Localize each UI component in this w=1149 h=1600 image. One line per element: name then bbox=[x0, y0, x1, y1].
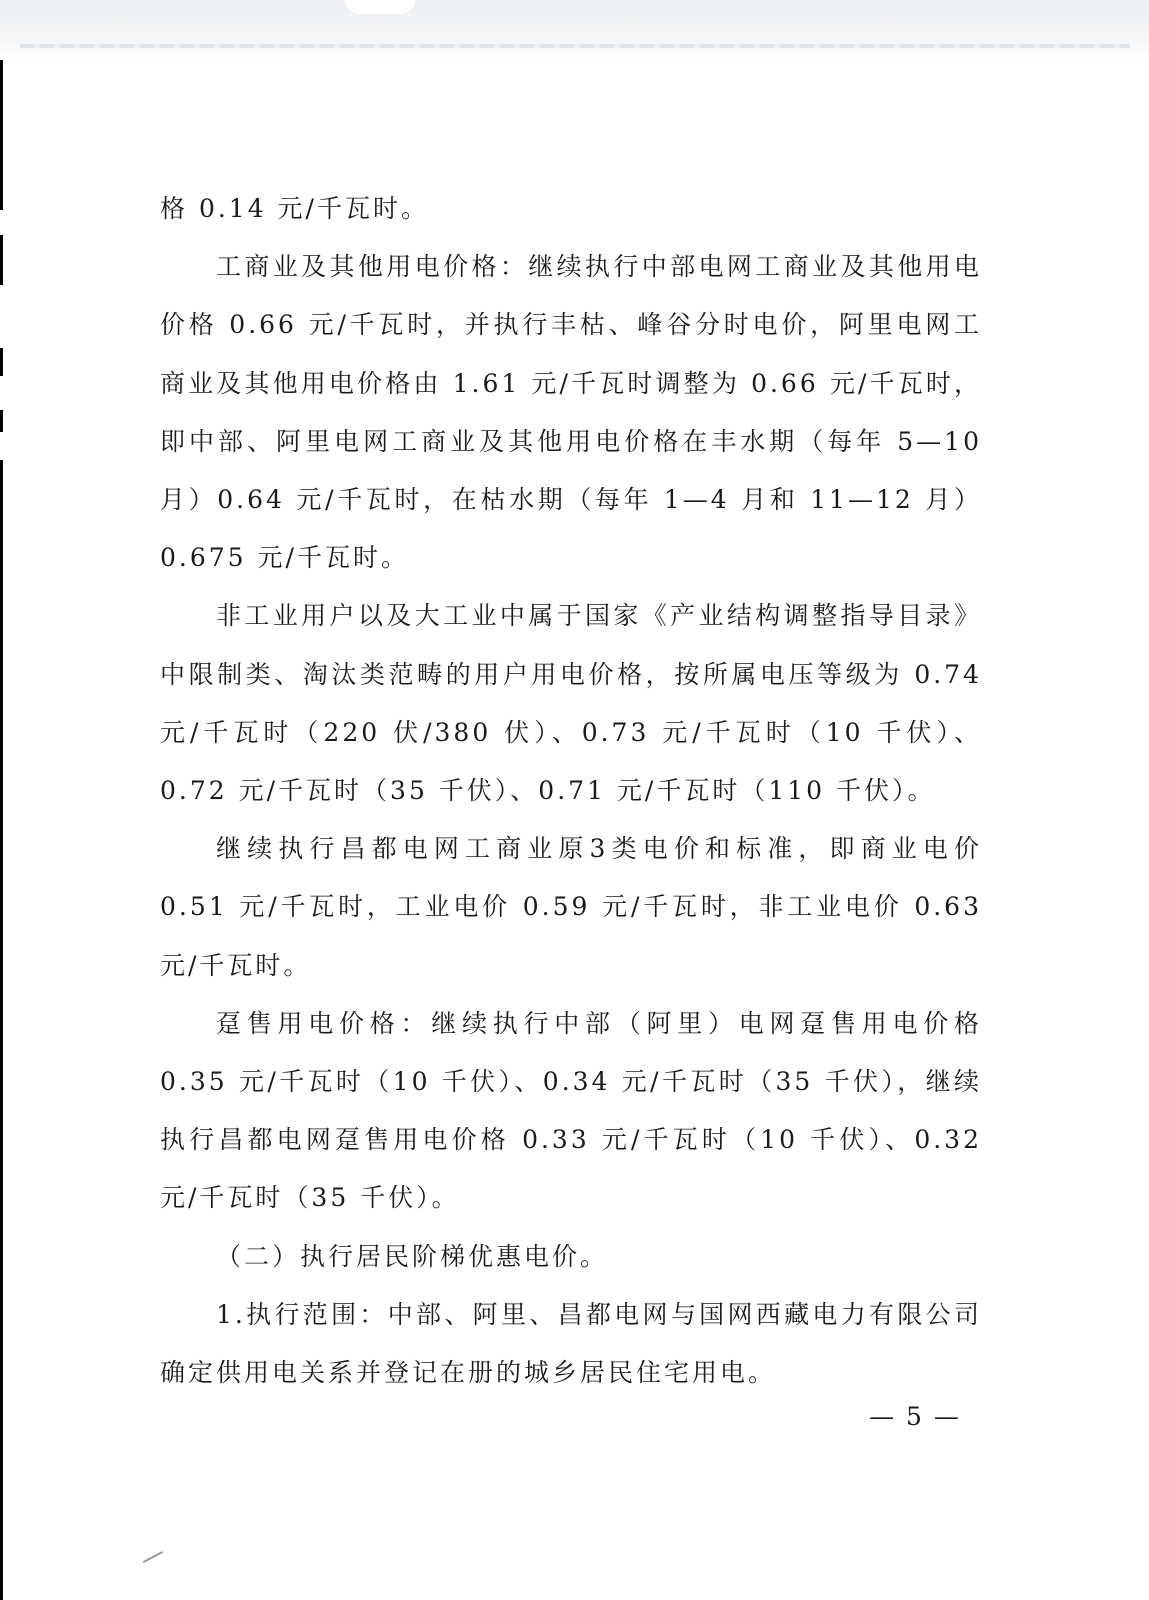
left-edge-mark bbox=[0, 348, 3, 376]
document-body bbox=[160, 180, 982, 1402]
paragraph-changdu-price: 继续执行昌都电网工商业原3类电价和标准，即商业电价 0.51 元/千瓦时，工业电价 0.59 元/千瓦时，非工业电价 0.63 元/千瓦时。 bbox=[160, 834, 982, 980]
left-edge-mark bbox=[0, 410, 3, 432]
paragraph-continuation: 格 0.14 元/千瓦时。 bbox=[160, 194, 429, 223]
scan-artifact-line bbox=[20, 44, 1130, 48]
scan-top-shading bbox=[0, 0, 1149, 60]
paragraph-commercial-price: 工商业及其他用电价格：继续执行中部电网工商业及其他用电价格 0.66 元/千瓦时，并执行丰枯、峰谷分时电价，阿里电网工商业及其他用电价格由 1.61 元/千瓦时调整为 0.66 元/千瓦时，即中部、阿里电网工商业及其他用电价格在丰水期（每年 5—10 月）0.64 元/千瓦时，在枯水期（每年 1—4 月和 11—12 月）0.675 元/千瓦时。 bbox=[160, 252, 982, 573]
paper-notch bbox=[345, 0, 415, 14]
paragraph-restricted-users-price: 非工业用户以及大工业中属于国家《产业结构调整指导目录》中限制类、淘汰类范畴的用户用电价格，按所属电压等级为 0.74 元/千瓦时（220 伏/380 伏）、0.73 元/千瓦时（10 千伏）、0.72 元/千瓦时（35 千伏）、0.71 元/千瓦时（110 千伏）。 bbox=[160, 601, 982, 806]
paragraph-wholesale-price: 趸售用电价格：继续执行中部（阿里）电网趸售用电价格 0.35 元/千瓦时（10 千伏）、0.34 元/千瓦时（35 千伏），继续执行昌都电网趸售用电价格 0.33 元/千瓦时（10 千伏）、0.32 元/千瓦时（35 千伏）。 bbox=[160, 1008, 982, 1213]
left-edge-mark bbox=[0, 460, 3, 1600]
paragraph-scope: 1.执行范围：中部、阿里、昌都电网与国网西藏电力有限公司确定供用电关系并登记在册的城乡居民住宅用电。 bbox=[160, 1299, 982, 1388]
section-heading-tiered-pricing: （二）执行居民阶梯优惠电价。 bbox=[216, 1241, 609, 1271]
scan-mark bbox=[143, 1551, 163, 1563]
left-edge-mark bbox=[0, 235, 3, 285]
left-edge-mark bbox=[0, 60, 3, 210]
page-number: — 5 — bbox=[869, 1402, 961, 1431]
